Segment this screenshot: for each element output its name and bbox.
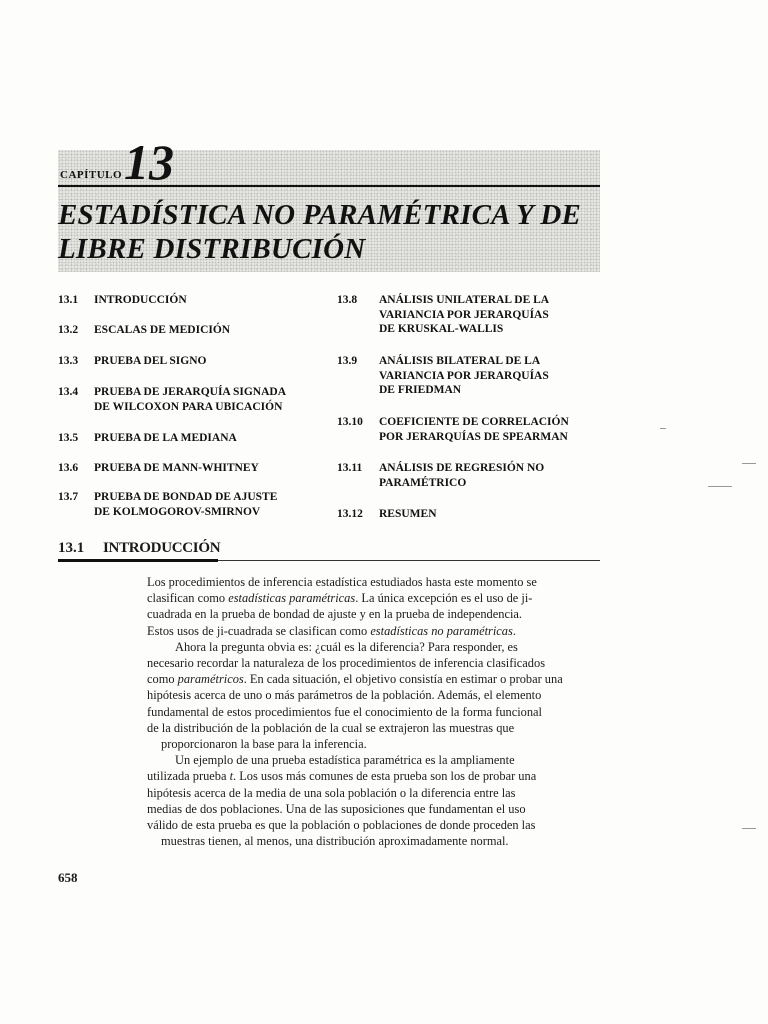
toc-item-line: PARAMÉTRICO [379, 476, 467, 489]
toc-item-line: ANÁLISIS UNILATERAL DE LA [379, 294, 550, 306]
section-rule-thin [218, 560, 600, 561]
text-run: . La única excepción es el uso de ji- [355, 591, 533, 606]
toc-item-number: 13.3 [58, 355, 79, 367]
text-run: como [147, 672, 178, 687]
toc-item-line: PRUEBA DE MANN-WHITNEY [94, 462, 259, 474]
body-line [147, 639, 607, 655]
toc-item-number: 13.11 [337, 462, 363, 474]
text-run: hipótesis acerca de la media de una sola población o la diferencia entre las [147, 785, 516, 800]
toc-item-line: ANÁLISIS DE REGRESIÓN NO [379, 462, 545, 474]
toc-item-line: DE KRUSKAL-WALLIS [379, 323, 504, 335]
toc-item [58, 461, 259, 476]
toc-item [337, 354, 549, 398]
toc-item-line: RESUMEN [379, 508, 437, 520]
text-run: . Los usos más comunes de esta prueba son los de probar una [233, 769, 537, 784]
text-run: medias de dos poblaciones. Una de las suposiciones que fundamentan el uso [147, 801, 526, 816]
toc-item-number: 13.5 [58, 432, 79, 444]
body-text [147, 574, 607, 849]
toc-item-number: 13.1 [58, 294, 79, 306]
toc-item [337, 461, 544, 490]
toc-item-number: 13.2 [58, 324, 79, 336]
toc-item-number: 13.6 [58, 462, 79, 474]
text-run: Estos usos de ji-cuadrada se clasifican como [147, 623, 371, 638]
text-run: utilizada prueba [147, 769, 230, 784]
toc-item-line: DE WILCOXON PARA UBICACIÓN [94, 400, 283, 413]
body-line [147, 574, 607, 590]
toc-item-number: 13.10 [337, 416, 363, 428]
toc-item [337, 293, 549, 337]
toc-item-title [94, 385, 286, 414]
chapter-title-line: ESTADÍSTICA NO PARAMÉTRICA Y DE [58, 199, 582, 231]
body-line [147, 817, 607, 833]
section-title: INTRODUCCIÓN [103, 540, 221, 556]
scan-artifact [660, 428, 666, 429]
toc-item-title [379, 354, 549, 398]
toc-item-number: 13.4 [58, 386, 79, 398]
text-run: válido de esta prueba es que la población o poblaciones de donde proceden las [147, 818, 536, 833]
toc-item-title [94, 293, 187, 308]
chapter-title [58, 198, 598, 266]
toc-item [58, 431, 237, 446]
toc-item-title [379, 293, 549, 337]
toc-item-line: PRUEBA DE BONDAD DE AJUSTE [94, 491, 278, 503]
body-line [147, 752, 607, 768]
body-line [147, 833, 607, 849]
toc-item-title [379, 461, 544, 490]
body-line [147, 785, 607, 801]
emphasis: paramétricos [177, 672, 244, 687]
chapter-title-line: LIBRE DISTRIBUCIÓN [58, 233, 366, 265]
scan-artifact [708, 486, 732, 487]
toc-item-line: VARIANCIA POR JERARQUÍAS [379, 369, 549, 382]
body-line [147, 655, 607, 671]
toc-item-number: 13.12 [337, 508, 363, 520]
text-run: de la distribución de la población de la cual se extrajeron las muestras que [147, 720, 515, 735]
text-run: fundamental de estos procedimientos fue el conocimiento de la forma funcional [147, 704, 542, 719]
body-line [147, 623, 607, 639]
section-rule-thick [58, 559, 218, 562]
toc-item-line: POR JERARQUÍAS DE SPEARMAN [379, 430, 568, 443]
text-run: Ahora la pregunta obvia es: ¿cuál es la diferencia? Para responder, es [175, 639, 518, 654]
toc-item [337, 415, 569, 444]
toc-item-title [379, 415, 569, 444]
page-number: 658 [58, 870, 78, 885]
toc-item-number: 13.9 [337, 355, 358, 367]
toc-item-line: INTRODUCCIÓN [94, 294, 187, 306]
emphasis: estadísticas paramétricas [228, 591, 356, 606]
scan-artifact [742, 828, 756, 829]
toc-item-number: 13.7 [58, 491, 79, 503]
text-run: proporcionaron la base para la inferencia. [161, 737, 367, 752]
toc-item-line: ANÁLISIS BILATERAL DE LA [379, 355, 541, 367]
body-line [147, 590, 607, 606]
body-line [147, 671, 607, 687]
text-run: . [512, 623, 516, 638]
scan-artifact [742, 463, 756, 464]
body-line [147, 687, 607, 703]
toc-item-line: COEFICIENTE DE CORRELACIÓN [379, 416, 569, 428]
text-run: Los procedimientos de inferencia estadística estudiados hasta este momento se [147, 575, 537, 589]
toc-item [337, 507, 437, 522]
toc-item [58, 490, 277, 519]
toc-item-number: 13.8 [337, 294, 358, 306]
toc-item [58, 385, 286, 414]
text-run: clasifican como [147, 591, 229, 606]
toc-item-title [379, 507, 437, 522]
text-run: Un ejemplo de una prueba estadística paramétrica es la ampliamente [175, 753, 515, 768]
toc-item-title [94, 323, 230, 338]
text-run: hipótesis acerca de uno o más parámetros de la población. Además, el elemento [147, 688, 542, 703]
toc-item [58, 354, 206, 369]
text-run: muestras tienen, al menos, una distribución aproximadamente normal. [161, 834, 509, 849]
text-run: . En cada situación, el objetivo consistía en estimar o probar una [243, 672, 563, 687]
toc-item-line: VARIANCIA POR JERARQUÍAS [379, 308, 549, 321]
toc-item [58, 323, 230, 338]
chapter-number: 13 [124, 134, 174, 190]
toc-item-title [94, 354, 206, 369]
body-line [147, 606, 607, 622]
body-line [147, 720, 607, 736]
text-run: necesario recordar la naturaleza de los procedimientos de inferencia clasificados [147, 656, 546, 671]
toc-item [58, 293, 187, 308]
toc-item-line: PRUEBA DE LA MEDIANA [94, 432, 237, 444]
body-line [147, 768, 607, 784]
toc-item-line: DE FRIEDMAN [379, 384, 462, 396]
toc-item-line: ESCALAS DE MEDICIÓN [94, 324, 231, 336]
text-run: cuadrada en la prueba de bondad de ajuste y en la prueba de independencia. [147, 607, 522, 622]
chapter-label: CAPÍTULO [60, 169, 123, 181]
toc-item-line: DE KOLMOGOROV-SMIRNOV [94, 505, 261, 518]
section-number: 13.1 [58, 540, 85, 556]
body-line [147, 704, 607, 720]
toc-item-title [94, 431, 237, 446]
toc-item-title [94, 461, 259, 476]
body-line [147, 736, 607, 752]
toc-item-title [94, 490, 277, 519]
emphasis: t [229, 769, 234, 784]
emphasis: estadísticas no paramétricas [370, 623, 513, 638]
toc-item-line: PRUEBA DEL SIGNO [94, 355, 207, 367]
toc-item-line: PRUEBA DE JERARQUÍA SIGNADA [94, 386, 287, 398]
body-line [147, 801, 607, 817]
